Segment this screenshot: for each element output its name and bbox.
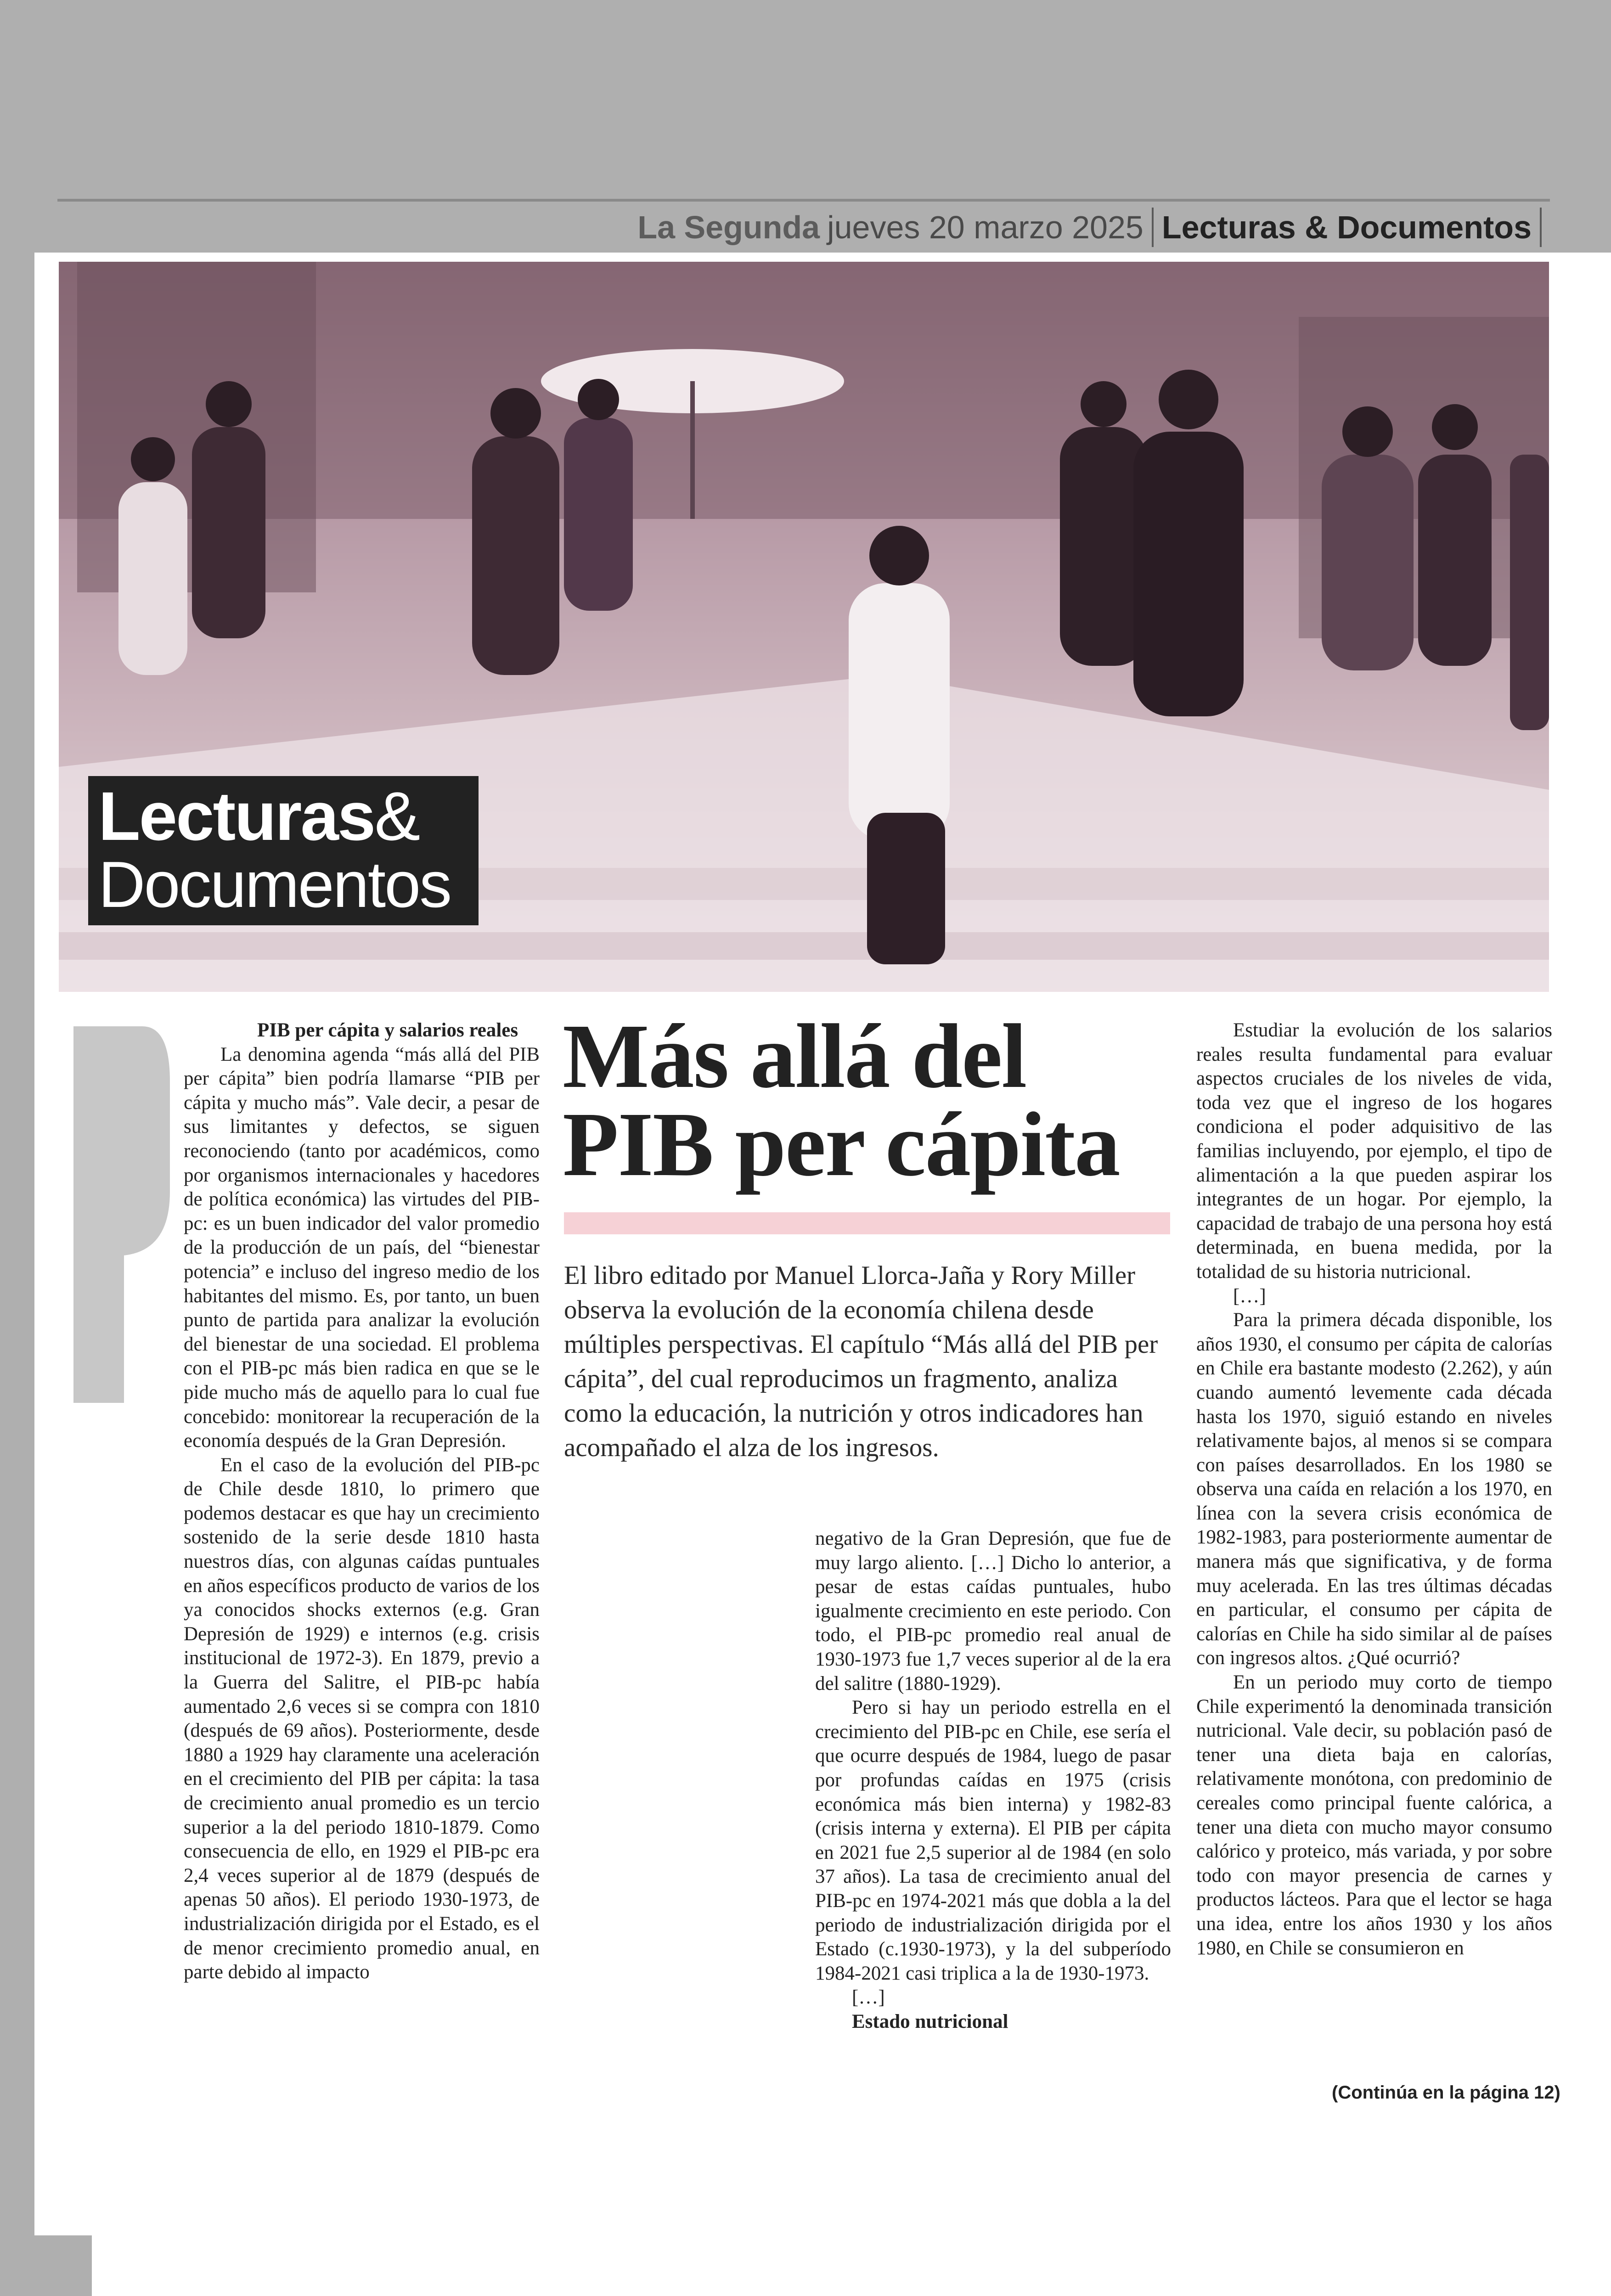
logo-line-2: Documentos — [98, 848, 451, 921]
header-divider — [1540, 208, 1542, 247]
headline-line-1: Más allá del — [563, 1006, 1026, 1107]
section-title: Lecturas & Documentos — [1161, 209, 1532, 245]
header-divider — [1152, 208, 1154, 247]
logo-line-1 — [98, 777, 468, 855]
issue-date: jueves 20 marzo 2025 — [827, 209, 1143, 245]
paragraph: En un periodo muy corto de tiempo Chile experimentó la denominada transición nutricional. Vale decir, su población pasó de tener una dieta baja en calorías, relativamente monótona, con predominio de cereales como principal fuente calórica, a tener una dieta con mucho mayor consumo calórico y proteico, más variada, y por sobre todo con mayor presencia de carnes y productos lácteos. Para que el lector se haga una idea, entre los años 1930 y los años 1980, en Chile se consumieron en — [1196, 1671, 1552, 1959]
ellipsis: […] — [852, 1986, 885, 2009]
subhead-estado-nutricional: Estado nutricional — [852, 2010, 1008, 2032]
logo-ampersand: & — [374, 777, 419, 855]
section-logo — [88, 776, 479, 925]
dropcap-p-shape — [73, 1026, 170, 1403]
continues-on-page: (Continúa en la página 12) — [1332, 2082, 1560, 2103]
paragraph: La denomina agenda “más allá del PIB per cápita” bien podría llamarse “PIB per cápita y mucho más”. Vale decir, a pesar de sus limitantes y defectos, se siguen reconociendo (tanto por académicos, como por organismos internacionales y hacedores de política económica) las virtudes del PIB-pc: es un buen indicador del valor promedio de la producción de un país, del “bienestar potencia” e incluso del ingreso medio de los habitantes del mismo. Es, por tanto, un buen punto de partida para analizar la evolución del bienestar de una sociedad. El problema con el PIB-pc más bien radica en que se le pide mucho más de aquello para lo cual fue concebido: monitorear la recuperación de la economía después de la Gran Depresión. — [184, 1043, 540, 1452]
page-header — [57, 204, 1550, 250]
article-column-3 — [815, 1527, 1171, 2034]
subhead-pib: PIB per cápita y salarios reales — [257, 1019, 518, 1041]
paragraph: Pero si hay un periodo estrella en el crecimiento del PIB-pc en Chile, ese sería el que ocurre después de 1984, luego de pasar por profundas caídas en 1975 (crisis económica más bien interna) y 1982-83 (crisis interna y externa). El PIB per cápita en 2021 fue 2,5 superior al de 1984 (en solo 37 años). La tasa de crecimiento anual del PIB-pc en 1974-2021 más que dobla a la del periodo de industrialización dirigida por el Estado (c.1930-1973), y la del subperíodo 1984-2021 casi triplica a la de 1930-1973. — [815, 1697, 1171, 1984]
ellipsis: […] — [1233, 1285, 1266, 1307]
paragraph: Para la primera década disponible, los años 1930, el consumo per cápita de calorías en Chile era bastante modesto (2.262), y aún cuando aumentó levemente cada década hasta los 1970, siguió estando en niveles relativamente bajos, al menos si se compara con países desarrollados. En los 1980 se observa una caída en relación a los 1970, en línea con la severa crisis económica de 1982-1983, para posteriormente aumentar de manera más que significativa, y de forma muy acelerada. En las tres últimas décadas en particular, el consumo per cápita de calorías en Chile ha sido similar al de países con ingresos altos. ¿Qué ocurrió? — [1196, 1309, 1552, 1669]
paragraph: Estudiar la evolución de los salarios reales resulta fundamental para evaluar aspectos cruciales de los niveles de vida, toda vez que el ingreso de los hogares condiciona el poder adquisitivo de las familias incluyendo, por ejemplo, el tipo de alimentación a la que pueden aspirar los integrantes de un hogar. Por ejemplo, la capacidad de trabajo de una persona hoy está determinada, en buena medida, por la totalidad de su historia nutricional. — [1196, 1019, 1552, 1283]
header-rule — [57, 199, 1550, 202]
article-column-1 — [184, 1019, 540, 1985]
headline-line-2: PIB per cápita — [563, 1094, 1120, 1195]
logo-word-lecturas: Lecturas — [98, 777, 375, 855]
paragraph: negativo de la Gran Depresión, que fue de muy largo aliento. […] Dicho lo anterior, a pesar de estas caídas puntuales, hubo igualmente crecimiento en este periodo. Con todo, el PIB-pc promedio real anual de 1930-1973 fue 1,7 veces superior al de la era del salitre (1880-1929). — [815, 1528, 1171, 1694]
article-lede: El libro editado por Manuel Llorca-Jaña y Rory Miller observa la evolución de la economía chilena desde múltiples perspectivas. El capítulo “Más allá del PIB per cápita”, del cual reproducimos un fragmento, analiza como la educación, la nutrición y otros indicadores han acompañado el alza de los ingresos. — [564, 1261, 1158, 1462]
paragraph: En el caso de la evolución del PIB-pc de Chile desde 1810, lo primero que podemos destacar es que hay un crecimiento sostenido de la serie desde 1810 hasta nuestros días, con algunas caídas puntuales en años específicos producto de varios de los ya conocidos shocks externos (e.g. Gran Depresión de 1929) e internos (e.g. crisis institucional de 1972-3). En 1879, previo a la Guerra del Salitre, el PIB-pc había aumentado 2,6 veces si se compra con 1810 (después de 69 años). Posteriormente, desde 1880 a 1929 hay claramente una aceleración en el crecimiento del PIB per cápita: la tasa de crecimiento anual promedio es un tercio superior a la del periodo 1810-1879. Como consecuencia de ello, en 1929 el PIB-pc era 2,4 veces superior al de 1879 (después de apenas 50 años). El periodo 1930-1973, de industrialización dirigida por el Estado, es el de menor crecimiento promedio anual, en parte debido al impacto — [184, 1454, 540, 1983]
article-headline — [563, 1006, 1176, 1195]
headline-accent-bar — [564, 1212, 1170, 1234]
newspaper-name: La Segunda — [637, 209, 820, 245]
article-column-4 — [1196, 1019, 1552, 1960]
